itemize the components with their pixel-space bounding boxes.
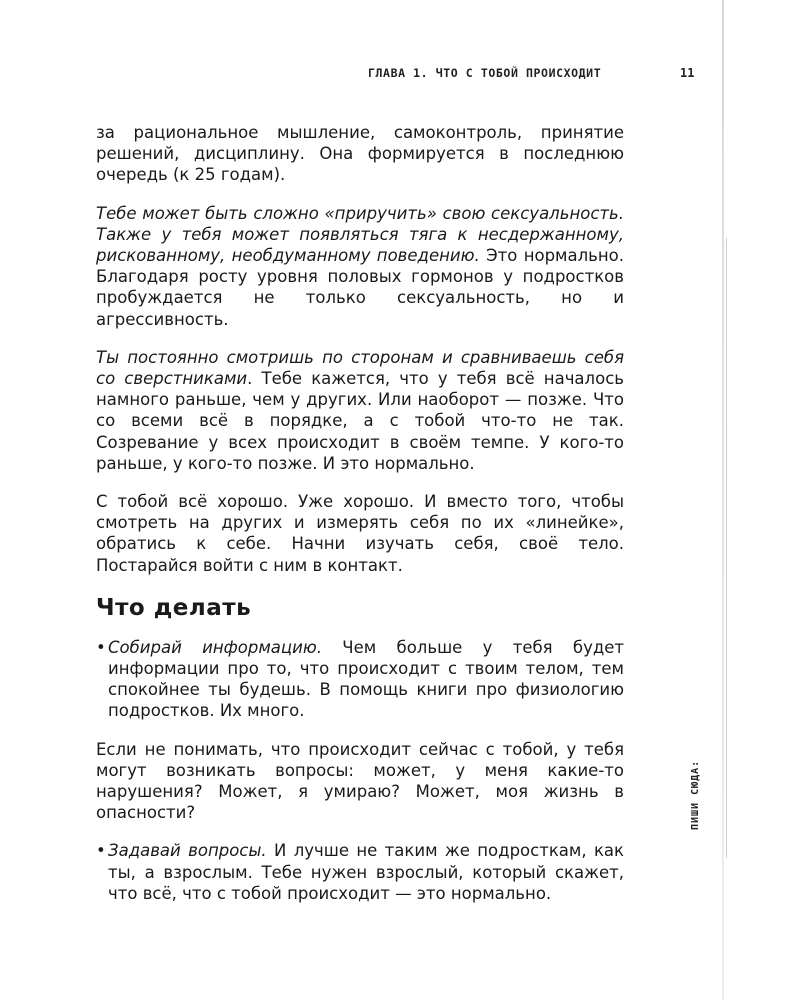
- notes-margin-line: [726, 238, 727, 858]
- page-content: [96, 122, 624, 921]
- page-edge-line: [722, 0, 724, 1000]
- bullet-marker: •: [96, 841, 106, 861]
- paragraph: Ты постоянно смотришь по сторонам и сравниваешь себя со сверстниками. Тебе кажется, что у тебя всё началось намного раньше, чем у других. Или наоборот — позже. Что со всеми всё в порядке, а с тобой что-то не так. Созревание у всех происходит в своём темпе. У кого-то раньше, у кого-то позже. И это нормально.: [96, 347, 624, 473]
- bullet-item: • Задавай вопросы. И лучше не таким же подросткам, как ты, а взрослым. Тебе нужен взрослый, который скажет, что всё, что с тобой происходит — это нормально.: [96, 841, 624, 903]
- bullet-item: • Собирай информацию. Чем больше у тебя будет информации про то, что происходит с твоим телом, тем спокойнее ты будешь. В помощь книги про физиологию подростков. Их много.: [96, 637, 625, 721]
- page-number: 11: [680, 66, 695, 80]
- bullet-marker: •: [96, 637, 106, 657]
- paragraph: Тебе может быть сложно «приручить» свою сексуальность. Также у тебя может появляться тяга к несдержанному, рискованному, необдуманному поведению. Это нормально. Благодаря росту уровня половых гормонов у подростков пробуждается не только сексуальность, но и агрессивность.: [96, 203, 625, 329]
- paragraph: С тобой всё хорошо. Уже хорошо. И вместо того, чтобы смотреть на других и измерять себя по их «линейке», обратись к себе. Начни изучать себя, своё тело. Постарайся войти с ним в контакт.: [96, 492, 624, 575]
- section-heading: Что делать: [96, 594, 252, 621]
- paragraph: за рациональное мышление, самоконтроль, принятие решений, дисциплину. Она формируется в последнюю очередь (к 25 годам).: [96, 123, 624, 185]
- running-header: ГЛАВА 1. ЧТО С ТОБОЙ ПРОИСХОДИТ: [368, 66, 602, 80]
- notes-margin-label: ПИШИ СЮДА:: [690, 759, 701, 830]
- paragraph: Если не понимать, что происходит сейчас с тобой, у тебя могут возникать вопросы: может, у меня какие-то нарушения? Может, я умираю? Может, моя жизнь в опасности?: [96, 739, 624, 823]
